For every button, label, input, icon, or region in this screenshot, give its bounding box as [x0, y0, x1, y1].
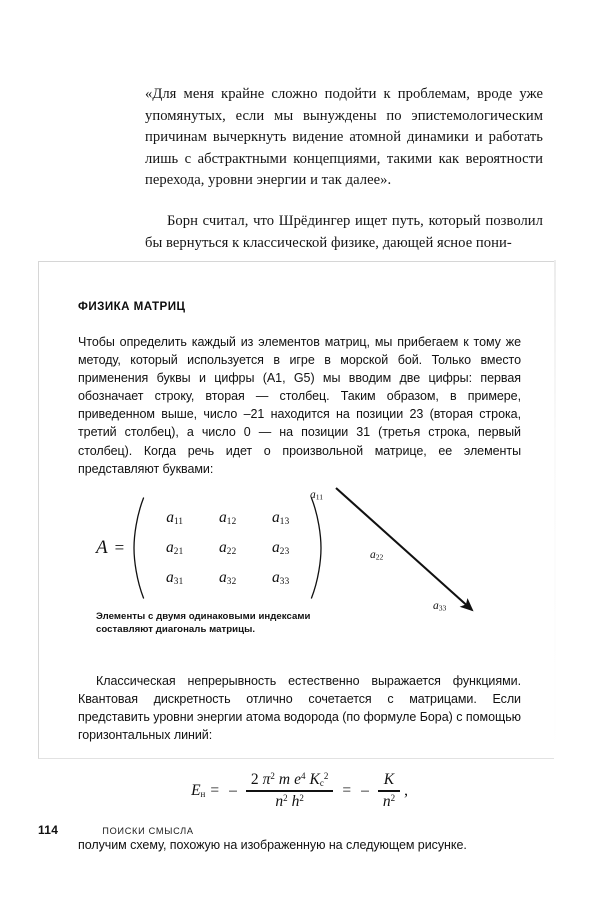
matrix-cell-33: $a_{33}$ [272, 568, 290, 586]
paragraph-after-quote: Борн считал, что Шрёдингер ищет путь, который позволил бы вернуться к классической физике, дающей ясное пони- [145, 212, 543, 251]
callout-paragraph-2: Классическая непрерывность естественно выражается функциями. Квантовая дискретность отлично сочетается с матрицами. Если представить уровни энергии атома водорода (по формуле Бора) с помощью горизонтальных линий: [78, 673, 521, 743]
matrix-cell-21: $a_{21}$ [166, 538, 184, 556]
formula-numerator: 2 $\pi^2$ m $e^4$ $K_c^2$ [250, 771, 329, 789]
matrix-grid [145, 498, 310, 598]
block-quote: «Для меня крайне сложно подойти к проблемам, вроде уже упомянутых, если мы вынуждены по эпистемологическим причинам вычеркнуть видение атомной динамики и работать лишь с абстрактными концепциями, такими как вероятности перехода, уровни энергии и так далее». [145, 86, 543, 189]
formula-rhs-denominator: $n^2$ [382, 792, 396, 810]
matrix-name-label: A [96, 536, 108, 558]
formula-main-fraction [246, 771, 333, 810]
arrow-label-a22: $a_{22}$ [370, 548, 384, 562]
callout-paragraph-3: получим схему, похожую на изображенную на следующем рисунке. [78, 838, 467, 853]
running-head: ПОИСКИ СМЫСЛА [102, 826, 194, 836]
arrow-label-a33: $a_{33}$ [433, 599, 447, 613]
formula-second-minus: – [361, 782, 369, 800]
formula-trailing-comma: , [404, 782, 408, 800]
matrix-left-paren [132, 496, 145, 600]
matrix-figure [78, 488, 521, 672]
formula-lhs: $E_н$ [191, 782, 206, 800]
callout-title: ФИЗИКА МАТРИЦ [78, 300, 186, 313]
bohr-energy-formula [78, 762, 521, 820]
diagonal-arrow-icon [310, 482, 520, 627]
formula-denominator: $n^2$ $h^2$ [275, 792, 304, 810]
formula-equals: = [210, 782, 220, 800]
matrix-cell-13: $a_{13}$ [272, 508, 290, 526]
callout-content [78, 300, 521, 854]
figure-caption: Элементы с двумя одинаковыми индексами составляют диагональ матрицы. [96, 610, 311, 635]
matrix-cell-12: $a_{12}$ [219, 508, 237, 526]
matrix-cell-11: $a_{11}$ [166, 508, 184, 526]
formula-expression [191, 771, 408, 810]
page-number: 114 [38, 823, 59, 837]
diagonal-arrow-group [310, 482, 520, 627]
matrix-cell-32: $a_{32}$ [219, 568, 237, 586]
matrix-cell-31: $a_{31}$ [166, 568, 184, 586]
matrix-expression [96, 496, 323, 600]
page-footer [38, 823, 338, 837]
formula-minus: – [229, 782, 237, 800]
main-text-column [145, 84, 543, 254]
matrix-cell-22: $a_{22}$ [219, 538, 237, 556]
matrix-equals-sign: = [114, 537, 125, 557]
arrow-label-a11: $a_{11}$ [310, 488, 324, 502]
callout-paragraph-1: Чтобы определить каждый из элементов матриц, мы прибегаем к тому же методу, который используется в игре в морской бой. Только вместо применения буквы и цифры (A1, G5) мы вводим две цифры: первая обозначает строку, вторая — столбец. Таким образом, в примере, приведенном выше, число –21 находится на позиции 23 (вторая строка, третий столбец), а число 0 — на позиции 31 (третья строка, первый столбец). Когда речь идет о произвольной матрице, ее элементы представляют буквами: [78, 335, 521, 476]
formula-rhs-numerator: K [383, 771, 395, 789]
matrix-cell-23: $a_{23}$ [272, 538, 290, 556]
formula-simplified-fraction [378, 771, 400, 810]
formula-second-equals: = [342, 782, 352, 800]
